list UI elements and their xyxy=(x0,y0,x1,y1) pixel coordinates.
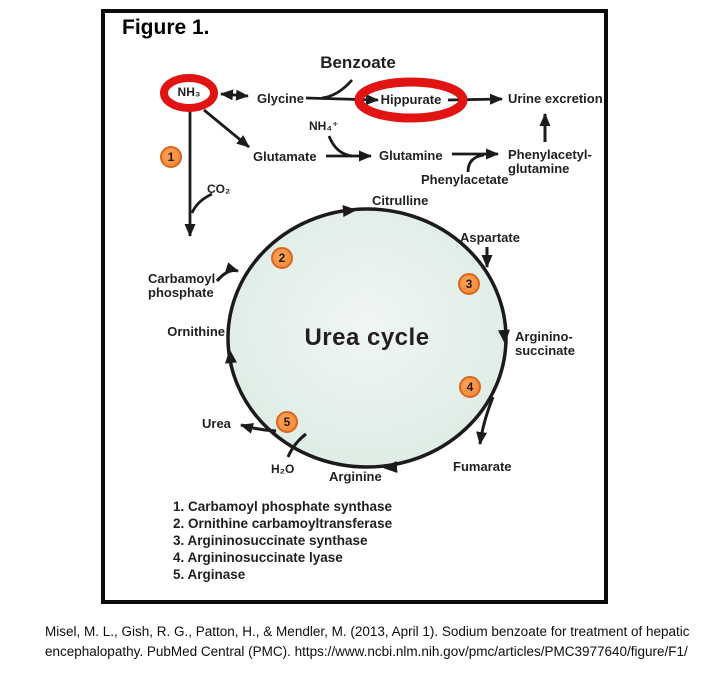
legend-item-1: 1. Carbamoyl phosphate synthase xyxy=(173,499,393,514)
citation-line2: encephalopathy. PubMed Central (PMC). https://www.ncbi.nlm.nih.gov/pmc/articles/PMC3977640/figure/F1/ xyxy=(45,643,688,659)
label-aspartate: Aspartate xyxy=(460,230,520,245)
label-hippurate: Hippurate xyxy=(380,92,442,107)
label-phenylacetylglutamine xyxy=(508,148,592,176)
arrow-nh3-glycine xyxy=(221,94,248,96)
urea-cycle-title: Urea cycle xyxy=(304,324,430,351)
label-glutamine: Glutamine xyxy=(379,148,443,163)
curve-benzoate-in xyxy=(322,80,352,98)
label-citrulline: Citrulline xyxy=(372,193,429,208)
label-phenylacetate: Phenylacetate xyxy=(421,172,509,187)
arrow-nh3-glutamate xyxy=(204,110,249,147)
citation xyxy=(45,622,690,661)
label-arginine: Arginine xyxy=(329,469,382,484)
label-ornithine: Ornithine xyxy=(167,324,225,339)
curve-phenylacetate-in xyxy=(468,155,484,172)
arrow-hippurate-urine xyxy=(448,99,502,100)
arrow-carbamoyl-in xyxy=(217,270,238,281)
enzyme-badge-4: 4 xyxy=(459,376,481,398)
label-fumarate: Fumarate xyxy=(453,459,512,474)
enzyme-legend xyxy=(173,498,392,583)
label-carbamoyl-line2: phosphate xyxy=(148,285,214,301)
label-argininosuccinate-line1: Arginino- xyxy=(515,329,573,344)
label-carbamoyl-line1: Carbamoyl xyxy=(148,271,216,286)
label-co2: CO₂ xyxy=(207,182,231,196)
curve-nh4-in xyxy=(329,136,352,156)
label-h2o: H₂O xyxy=(271,462,295,476)
label-glutamate: Glutamate xyxy=(253,149,317,164)
label-nh3: NH₃ xyxy=(177,85,201,99)
label-phenylacetylglutamine-line1: Phenylacetyl- xyxy=(508,147,592,162)
label-argininosuccinate-line2: succinate xyxy=(515,343,575,359)
label-benzoate: Benzoate xyxy=(320,53,396,72)
arrow-glycine-hippurate xyxy=(306,98,378,100)
curve-co2-in xyxy=(192,194,212,213)
enzyme-badge-5: 5 xyxy=(276,411,298,433)
figure-title: Figure 1. xyxy=(122,16,210,39)
enzyme-badge-2: 2 xyxy=(271,247,293,269)
label-carbamoyl-phosphate xyxy=(148,272,215,300)
label-phenylacetylglutamine-line2: glutamine xyxy=(508,161,570,177)
enzyme-badge-1: 1 xyxy=(160,146,182,168)
legend-item-5: 5. Arginase xyxy=(173,567,246,582)
label-argininosuccinate xyxy=(515,330,575,358)
label-urine-excretion: Urine excretion xyxy=(508,91,603,106)
legend-item-2: 2. Ornithine carbamoyltransferase xyxy=(173,516,393,531)
label-urea: Urea xyxy=(202,416,231,431)
legend-item-3: 3. Argininosuccinate synthase xyxy=(173,533,368,548)
label-glycine: Glycine xyxy=(257,91,304,106)
enzyme-badge-3: 3 xyxy=(458,273,480,295)
citation-line1: Misel, M. L., Gish, R. G., Patton, H., & Mendler, M. (2013, April 1). Sodium benzoate for treatment of hepatic xyxy=(45,624,690,639)
legend-item-4: 4. Argininosuccinate lyase xyxy=(173,550,343,565)
label-nh4: NH₄⁺ xyxy=(309,119,339,133)
